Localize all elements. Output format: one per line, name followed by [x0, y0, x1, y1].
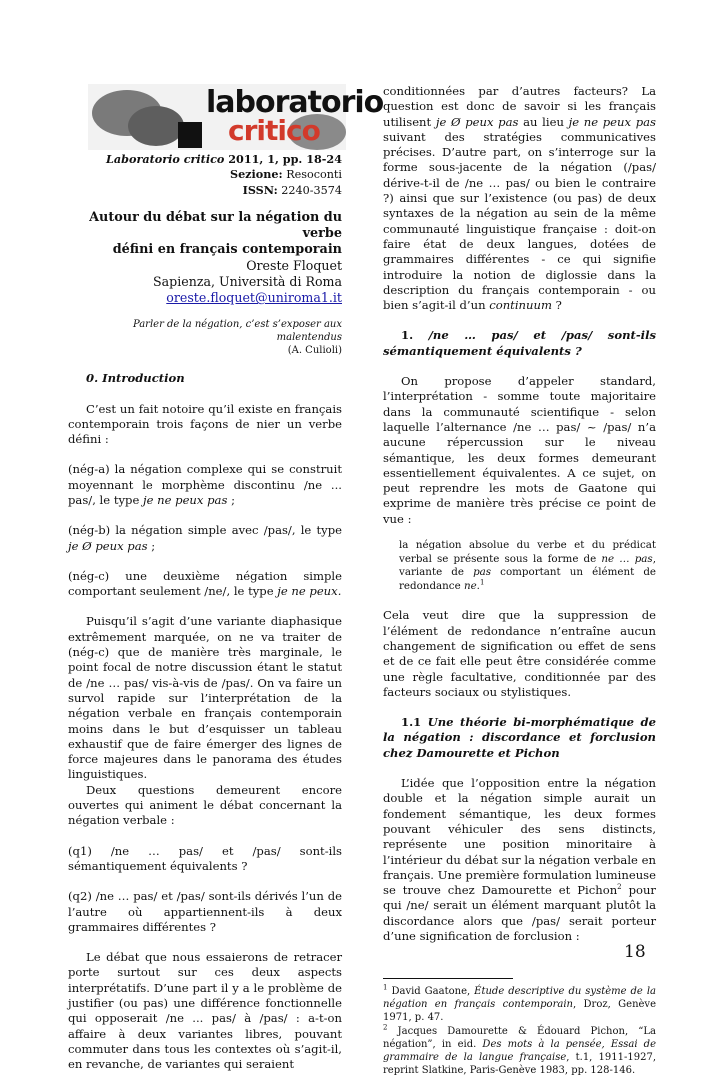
journal-logo	[88, 84, 384, 150]
footnote-run: , Droz, Genève 1971, p. 47.	[383, 999, 657, 1024]
section-number: 1.1	[401, 715, 422, 730]
example-run: je ne peux pas	[568, 114, 656, 129]
right-column	[383, 84, 656, 1077]
text-run: pour qui /ne/ serait un élément marquant plutôt la discordance alors que /pas/ serait porteur d’une signification de forclusion :	[383, 883, 656, 944]
logo-mark	[178, 122, 202, 148]
paragraph: Le débat que nous essaierons de retracer porte surtout sur ces deux aspects interprétatifs. D’une part il y a le problème de justifier (ou pas) une différence fonctionnelle qui opposerait /ne ... pas/ à /pas/ : a-t-on affaire à deux variantes libres, pouvant commuter dans tous les contextes où s’agit-il, en revanche, de variantes qui seraient	[68, 950, 342, 1072]
author-name: Oreste Floquet	[246, 258, 342, 274]
quote-run: , variante de	[399, 552, 656, 579]
neg-a-end: ;	[227, 493, 236, 507]
quote-run: .	[476, 579, 480, 592]
footnote-number: 1	[383, 984, 388, 992]
neg-c-example: je ne peux.	[277, 584, 342, 599]
question-q1: (q1) /ne … pas/ et /pas/ sont-ils sémantiquement équivalents ?	[68, 843, 342, 873]
section-title: Une théorie bi-morphématique de la négation : discordance et forclusion chez Damourette et Pichon	[383, 715, 656, 760]
quote-run-italic: ne … pas	[601, 552, 653, 565]
epigraph: Parler de la négation, c’est s’exposer aux malentendus	[132, 319, 342, 344]
quote-run-italic: pas	[473, 566, 492, 579]
list-item-neg-b	[68, 523, 342, 554]
paragraph: On propose d’appeler standard, l’interprétation - somme toute majoritaire dans la communauté scientifique - selon laquelle l’alternance /ne … pas/ ~ /pas/ n’a aucune répercussion sur le niveau sémantique, les deux formes demeurant essentiellement équivalentes. A ce sujet, on peut reprendre les mots de Gaatone qui exprime de manière très précise ce point de vue :	[383, 374, 656, 526]
article-title-line1: Autour du débat sur la négation du verbe	[89, 210, 342, 242]
issn-value: 2240-3574	[277, 183, 342, 197]
paragraph: Cela veut dire que la suppression de l’élément de redondance n’entraîne aucun changement de signification ou effet de sens et de ce fait elle peut être considérée comme une règle facultative, conditionnée par des facteurs sociaux ou stylistiques.	[383, 608, 656, 699]
text-run: ?	[551, 298, 562, 313]
text-run: au lieu	[518, 114, 569, 129]
author-email-link[interactable]: oreste.floquet@uniroma1.it	[166, 290, 342, 306]
journal-issn	[68, 183, 342, 198]
paragraph: Puisqu’il s’agit d’une variante diaphasique extrêmement marquée, on ne va traiter de (nég-c) que de manière très marginale, le point focal de notre discussion étant le statut de /ne … pas/ vis-à-vis de /pas/. On va faire un survol rapide sur l’interprétation de la négation verbale en français contemporain moins dans le but d’esquisser un tableau exhaustif que de faire émerger des lignes de force majeures dans le panorama des études linguistiques.	[68, 614, 342, 782]
footnote-run: Jacques Damourette & Édouard Pichon, “La négation”, in eid.	[383, 1026, 656, 1051]
left-column	[68, 84, 384, 1073]
footnote-ref-2[interactable]: 2	[617, 883, 622, 892]
example-run: continuum	[489, 298, 552, 313]
quote-run: comportant un élément de redondance	[399, 566, 657, 592]
text-run: conditionnées par d’autres facteurs? La question est donc de savoir si les français utilisent	[383, 84, 656, 129]
journal-name: Laboratorio critico	[106, 152, 225, 166]
paragraph: Deux questions demeurent encore ouvertes qui animent le débat concernant la négation verbale :	[68, 782, 342, 828]
journal-issue: 2011, 1, pp. 18-24	[224, 152, 342, 166]
block-quote	[383, 539, 656, 593]
question-q2: (q2) /ne … pas/ et /pas/ sont-ils dérivés l’un de l’autre où appartiennent-ils à deux grammaires différentes ?	[68, 889, 342, 934]
footnote-number: 2	[383, 1024, 388, 1032]
footnote-run: David Gaatone,	[387, 986, 475, 998]
neg-a-text: (nég-a) la négation complexe qui se construit moyennant le morphème discontinu /ne ... pas/, le type	[68, 462, 342, 507]
neg-b-example: je Ø peux pas	[68, 538, 148, 553]
section-heading-1-1	[383, 715, 656, 761]
logo-foliage	[128, 106, 184, 146]
section-value: Resoconti	[282, 168, 342, 182]
text-run: suivant des stratégies communicatives précises. D’autre part, on s’interroge sur la forme sous-jacente de la négation (/pas/ dérive-t-il de /ne … pas/ ou bien le contraire ?) ainsi que sur l’existence (ou pas) de deux syntaxes de la négation au sein de la même communauté linguistique française : doit-on faire état de deux langues, dotées de grammaires différentes - ce qui signifie introduire la notion de diglossie dans la description du français contemporain - ou bien s’agit-il d’un	[383, 129, 656, 313]
quote-run-italic: ne	[463, 579, 477, 592]
section-heading-introduction: 0. Introduction	[86, 371, 185, 386]
journal-citation	[68, 152, 342, 167]
logo-text-line1: laboratorio	[206, 85, 384, 120]
list-item-neg-a	[68, 462, 342, 508]
section-number: 1.	[401, 328, 414, 343]
footnote-run-italic: Des mots à la pensée, Essai de grammaire de la langue française	[383, 1039, 656, 1064]
quote-run: la négation absolue du verbe et du prédicat verbal se présente sous la forme de	[399, 539, 656, 565]
footnote-run-italic: Étude descriptive du système de la négation en français contemporain	[383, 986, 656, 1011]
neg-b-text: (nég-b) la négation simple avec /pas/, le type	[68, 523, 342, 538]
logo-text-line2-text: critico	[228, 114, 320, 147]
list-item-neg-c	[68, 569, 342, 600]
section-label: Sezione:	[229, 167, 283, 182]
journal-section	[68, 167, 342, 182]
footnote-ref-1[interactable]: 1	[479, 578, 485, 587]
footnote-2	[383, 1025, 656, 1077]
author-affiliation: Sapienza, Università di Roma	[153, 274, 342, 290]
footnote-1	[383, 985, 656, 1024]
neg-b-end: ;	[147, 538, 156, 553]
page-number: 18	[624, 942, 646, 962]
neg-a-example: je ne peux pas	[143, 493, 228, 507]
article-title-line2: défini en français contemporain	[112, 242, 342, 258]
logo-text-line2	[228, 116, 320, 146]
example-run: je Ø peux pas	[435, 114, 519, 129]
section-title: /ne … pas/ et /pas/ sont-ils sémantiquement équivalents ?	[383, 328, 656, 358]
footnote-run: , t.1, 1911-1927, reprint Slatkine, Paris-Genève 1983, pp. 128-146.	[383, 1052, 656, 1077]
text-run: L’idée que l’opposition entre la négation double et la négation simple aurait un fondement sémantique, les deux formes pouvant véhiculer des sens distincts, représente une position minoritaire à l’intérieur du débat sur la négation verbale en français. Une première formulation lumineuse se trouve chez Damourette et Pichon	[383, 776, 656, 898]
paragraph	[383, 776, 656, 944]
section-heading-1	[383, 328, 656, 359]
footnote-divider	[383, 978, 513, 979]
paragraph: C’est un fait notoire qu’il existe en français contemporain trois façons de nier un verbe défini :	[68, 401, 342, 447]
epigraph-source: (A. Culioli)	[287, 345, 342, 357]
issn-label: ISSN:	[242, 182, 278, 197]
neg-c-text: (nég-c) une deuxième négation simple comportant seulement /ne/, le type	[68, 568, 342, 599]
paragraph	[383, 84, 656, 313]
